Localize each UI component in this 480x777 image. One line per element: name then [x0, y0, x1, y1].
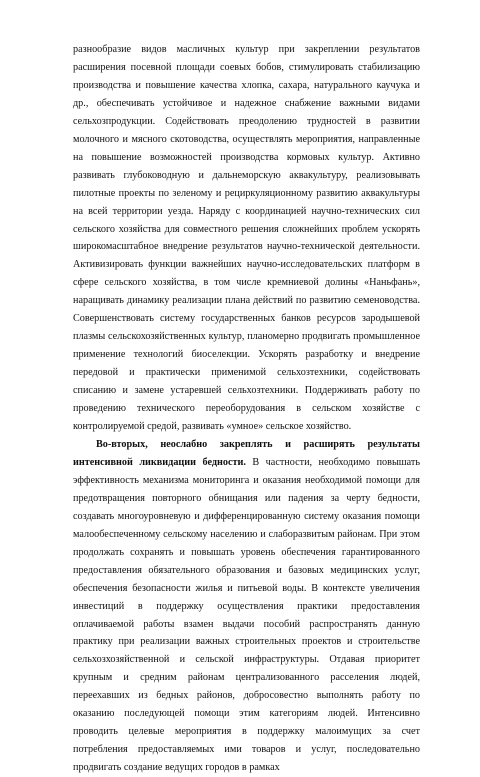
paragraph-text: разнообразие видов масличных культур при закреплении результатов расширения посевной площади соевых бобов, стимулировать стабилизацию производства и повышение качества хлопка, сахара, натурального каучука и др., обеспечивать устойчивое и надежное снабжение важными видами сельхозпродукции. Содействовать преодолению трудностей в развитии молочного и мясного скотоводства, осуществлять мероприятия, направленные на повышение возможностей производства кормовых культур. Активно развивать глубоководную и дальнеморскую аквакультуру, реализовывать пилотные проекты по зеленому и рециркуляционному развитию аквакультуры на всей территории уезда. Наряду с координацией научно-технических сил сельского хозяйства для совместного решения сложнейших проблем ускорять широкомасштабное внедрение результатов научно-технической деятельности. Активизировать функции важнейших научно-исследовательских платформ в сфере сельского хозяйства, в том числе кремниевой долины «Наньфань», наращивать динамику реализации плана действий по развитию семеноводства. Совершенствовать систему государственных банков ресурсов зародышевой плазмы сельскохозяйственных культур, планомерно продвигать промышленное применение технологий биоселекции. Ускорять разработку и внедрение передовой и практически применимой сельхозтехники, содействовать списанию и замене устаревшей сельхозтехники. Поддерживать работу по проведению технического переоборудования в сельском хозяйстве с контролируемой средой, развивать «умное» сельское хозяйство. [73, 44, 420, 433]
paragraph-heading: Во-вторых, неослабно закреплять и расширять результаты интенсивной ликвидации бедности. [73, 438, 420, 468]
paragraph-text: В частности, необходимо повышать эффективность механизма мониторинга и оказания необходимой помощи для предотвращения повторного обнищания или падения за черту бедности, создавать многоуровневую и дифференцированную систему оказания помощи малообеспеченному сельскому населению и слаборазвитым районам. При этом продолжать сохранять и повышать уровень обеспечения гарантированного предоставления обязательного образования и базовых медицинских услуг, обеспечения безопасности жилья и питьевой воды. В контексте увеличения инвестиций в поддержку осуществления практики предоставления оплачиваемой работы взамен выдачи пособий распространять данную практику при реализации важных строительных проектов и строительстве сельхозхозяйственной и сельской инфраструктуры. Отдавая приоритет крупным и средним районам централизованного расселения людей, переехавших из бедных районов, добросовестно выполнять работу по оказанию последующей помощи этим категориям людей. Интенсивно проводить целевые мероприятия в поддержку малоимущих за счет потребления предоставляемых ими товаров и услуг, последовательно продвигать создание ведущих городов в рамках [73, 456, 420, 774]
paragraph-poverty [73, 436, 420, 777]
paragraph-agriculture [73, 41, 420, 436]
